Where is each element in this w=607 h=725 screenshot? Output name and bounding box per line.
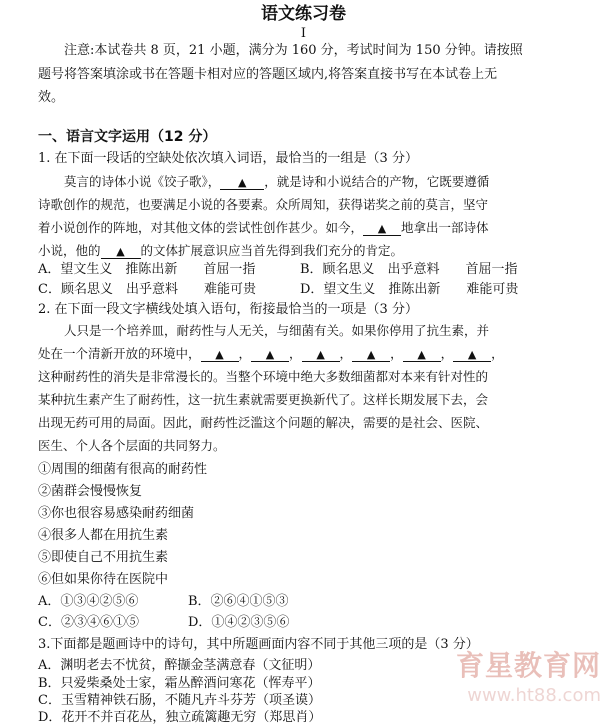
option-a: A．①③④②⑤⑥ (38, 594, 139, 609)
question-2-passage-line-2: 处在一个清新开放的环境中， ▲ ， ▲ ， ▲ ， ▲ ， ▲ ， ▲ ， (38, 346, 504, 361)
question-1-passage-line-3: 着小说创作的阵地，对其他文体的尝试性创作甚少。如今， ▲ 地拿出一部诗体 (38, 220, 489, 235)
blank: ▲ (302, 348, 340, 362)
page-title: 语文练习卷 (261, 4, 346, 24)
option-b: B．顾名思义 出乎意料 首屈一指 (300, 262, 518, 277)
question-1-passage-line-4: 小说，他的 ▲ 的文体扩展意识应当首先得到我们充分的肯定。 (38, 243, 404, 258)
watermark-url: www.ht88.com (467, 685, 601, 706)
question-2-passage-line-1: 人只是一个培养皿，耐药性与人无关，与细菌有关。如果你停用了抗生素，并 (64, 323, 490, 338)
volume-number: I (300, 26, 307, 41)
option-c: C．玉雪精神铁石肠，不随凡卉斗芬芳（项圣谟） (38, 693, 321, 708)
option-b: B．只爱柴桑处士家，霜丛醉酒问寒花（恽寿平） (38, 676, 321, 691)
list-item: ①周围的细菌有很高的耐药性 (38, 462, 208, 477)
question-1-stem: 1. 在下面一段话的空缺处依次填入词语，最恰当的一组是（3 分） (38, 151, 418, 166)
option-d: D．①④②③⑤⑥ (188, 615, 290, 630)
option-c: C．顾名思义 出乎意料 难能可贵 (38, 282, 256, 297)
question-1-passage-line-2: 诗歌创作的规范，也要满足小说的各要素。众所周知，获得诺奖之前的莫言，坚守 (38, 197, 489, 212)
blank-1: ▲ (220, 176, 264, 190)
option-d: D．望文生义 推陈出新 难能可贵 (300, 282, 519, 297)
list-item: ②菌群会慢慢恢复 (38, 484, 143, 499)
blank: ▲ (201, 348, 239, 362)
question-2-passage-line-4: 某种抗生素产生了耐药性，这一抗生素就需要更换新代了。这样长期发展下去，会 (38, 392, 489, 407)
notice-line-3: 效。 (38, 90, 65, 105)
blank: ▲ (453, 348, 491, 362)
question-1-passage-line-1: 莫言的诗体小说《饺子歌》， ▲ ，就是诗和小说结合的产物，它既要遵循 (64, 174, 490, 189)
blank-3: ▲ (101, 245, 141, 259)
section-heading: 一、语言文字运用（12 分） (38, 129, 217, 145)
blank: ▲ (403, 348, 441, 362)
blank-2: ▲ (363, 222, 401, 236)
option-c: C．②③④⑥①⑤ (38, 615, 139, 630)
list-item: ⑤即使自己不用抗生素 (38, 550, 169, 565)
blank: ▲ (251, 348, 289, 362)
notice-line-1: 注意:本试卷共 8 页，21 小题，满分为 160 分，考试时间为 150 分钟。请按照 (64, 43, 523, 58)
list-item: ④很多人都在用抗生素 (38, 528, 169, 543)
question-2-passage-line-5: 出现无药可用的局面。因此，耐药性泛滥这个问题的解决，需要的是社会、医院、 (38, 415, 489, 430)
option-b: B．②⑥④①⑤③ (188, 594, 289, 609)
list-item: ③你也很容易感染耐药细菌 (38, 506, 195, 521)
question-2-passage-line-3: 这种耐药性的消失是非常漫长的。当整个环境中绝大多数细菌都对本来有针对性的 (38, 369, 489, 384)
question-2-passage-line-6: 医生、个人各个层面的共同努力。 (38, 438, 226, 453)
option-a: A．望文生义 推陈出新 首屈一指 (38, 262, 256, 277)
watermark-name: 育星教育网 (455, 649, 601, 682)
question-3-stem: 3.下面都是题画诗中的诗句，其中所题画面内容不同于其他三项的是（3 分） (38, 637, 479, 652)
list-item: ⑥但如果你待在医院中 (38, 572, 169, 587)
notice-line-2: 题号将答案填涂或书在答题卡相对应的答题区域内,将答案直接书写在本试卷上无 (38, 67, 498, 82)
watermark (456, 644, 601, 706)
option-d: D．花开不并百花丛，独立疏篱趣无穷（郑思肖） (38, 710, 322, 725)
question-2-stem: 2. 在下面一段文字横线处填入语句，衔接最恰当的一项是（3 分） (38, 302, 418, 317)
option-a: A．渊明老去不忧贫，醉撷金茎满意春（文征明） (38, 658, 321, 673)
blank: ▲ (352, 348, 390, 362)
